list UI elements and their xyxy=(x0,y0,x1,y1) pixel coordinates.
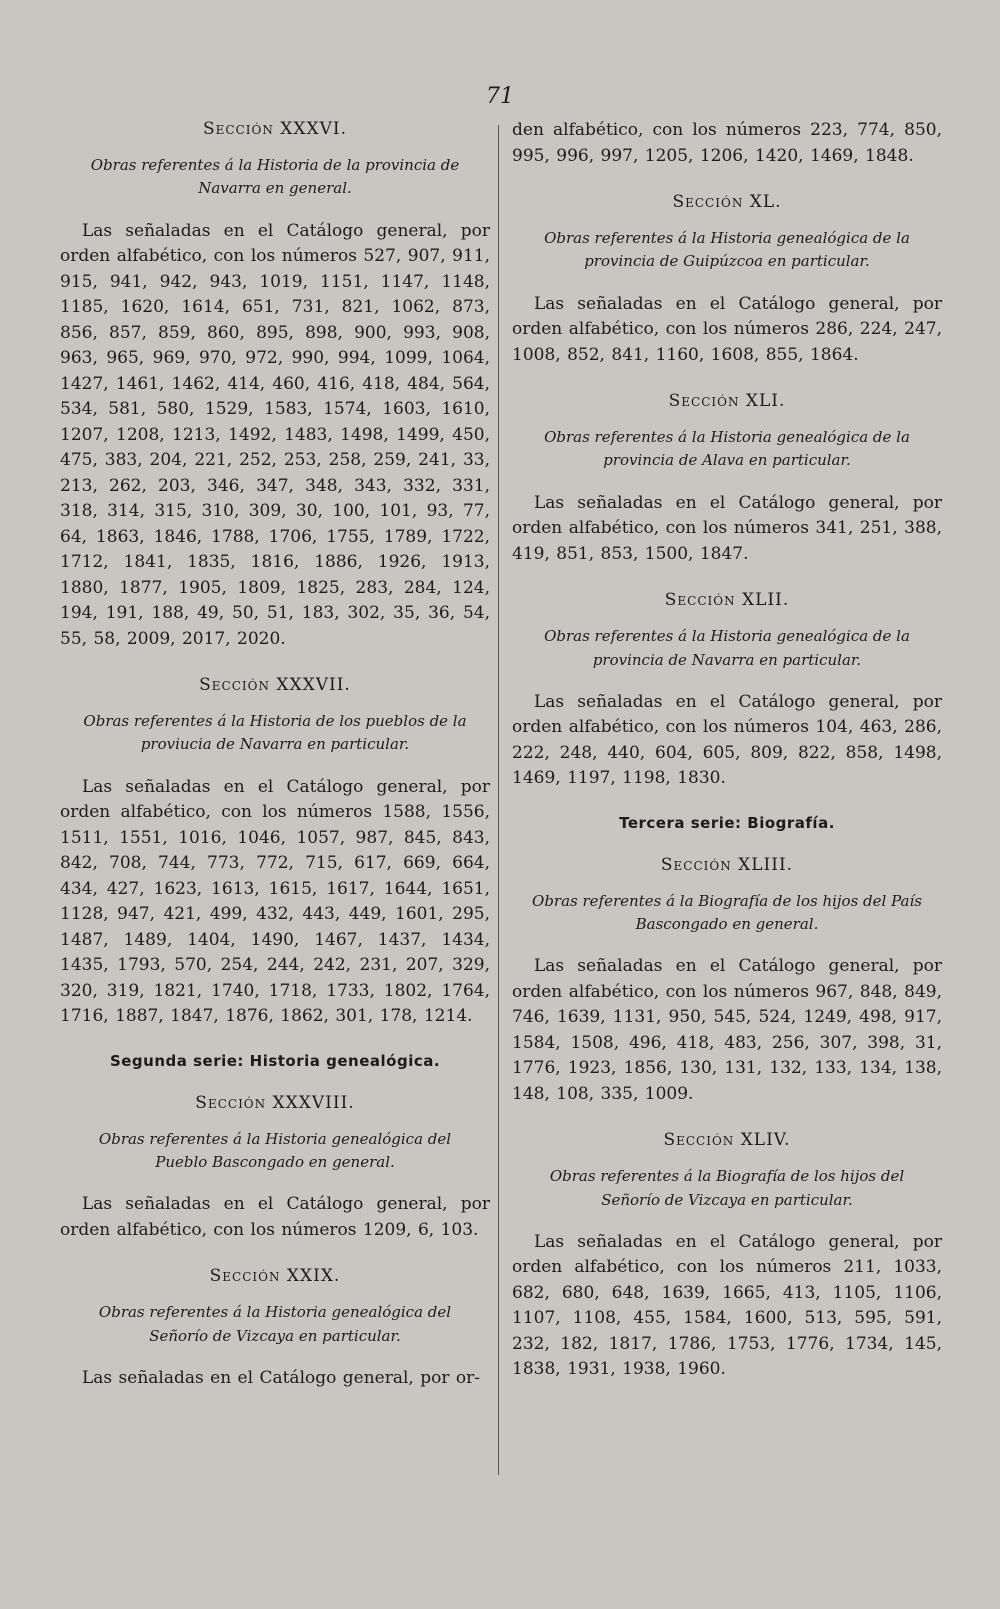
section-heading: Sección XLI. xyxy=(668,391,786,412)
column-divider xyxy=(498,125,499,1475)
section-subtitle: Obras referentes á la Historia genealógica de la provincia de Navarra en particular. xyxy=(544,627,910,669)
section-subtitle: Obras referentes á la Historia genealógica del Pueblo Bascongado en general. xyxy=(98,1129,452,1172)
left-column xyxy=(60,118,490,1413)
section-body: den alfabético, con los números 223, 774, 850, 995, 996, 997, 1205, 1206, 1420, 1469, 1848. xyxy=(512,120,942,166)
section-heading: Sección XLIII. xyxy=(660,854,794,875)
section-heading: Sección XLIV. xyxy=(663,1130,791,1151)
section-heading: Sección XXXVIII. xyxy=(195,1092,355,1113)
section-body: Las señaladas en el Catálogo general, por orden alfabético, con los números 286, 224, 247, 1008, 852, 841, 1160, 1608, 855, 1864. xyxy=(512,293,942,365)
section-body: Las señaladas en el Catálogo general, por orden alfabético, con los números 211, 1033, 682, 680, 648, 1639, 1665, 413, 1105, 1106, 1107, 1108, 455, 1584, 1600, 513, 595, 591, 232, 182, 1817, 1786, 1753, 1776, 1734, 145, 1838, 1931, 1938, 1960. xyxy=(512,1231,942,1380)
series-heading: Segunda serie: Historia genealógica. xyxy=(109,1051,441,1070)
section-subtitle: Obras referentes á la Historia de la provincia de Navarra en general. xyxy=(90,156,460,198)
section-body: Las señaladas en el Catálogo general, por orden alfabético, con los números 527, 907, 911, 915, 941, 942, 943, 1019, 1151, 1147, 1148, 1185, 1620, 1614, 651, 731, 821, 1062, 873, 856, 857, 859, 860, 895, 898, 900, 993, 908, 963, 965, 969, 970, 972, 990, 994, 1099, 1064, 1427, 1461, 1462, 414, 460, 416, 418, 484, 564, 534, 581, 580, 1529, 1583, 1574, 1603, 1610, 1207, 1208, 1213, 1492, 1483, 1498, 1499, 450, 475, 383, 204, 221, 252, 253, 258, 259, 241, 33, 213, 262, 203, 346, 347, 348, 343, 332, 331, 318, 314, 315, 310, 309, 30, 100, 101, 93, 77, 64, 1863, 1846, 1788, 1706, 1755, 1789, 1722, 1712, 1841, 1835, 1816, 1886, 1926, 1913, 1880, 1877, 1905, 1809, 1825, 283, 284, 124, 194, 191, 188, 49, 50, 51, 183, 302, 35, 36, 54, 55, 58, 2009, 2017, 2020. xyxy=(60,220,490,649)
section-heading: Sección XXXVI. xyxy=(203,119,347,139)
series-heading: Tercera serie: Biografía. xyxy=(619,813,835,832)
section-heading: Sección XXXVII. xyxy=(199,675,351,696)
page-number: 71 xyxy=(486,84,514,109)
section-heading: Sección XL. xyxy=(672,192,782,212)
section-body: Las señaladas en el Catálogo general, por orden alfabético, con los números 1588, 1556, 1511, 1551, 1016, 1046, 1057, 987, 845, 843, 842, 708, 744, 773, 772, 715, 617, 669, 664, 434, 427, 1623, 1613, 1615, 1617, 1644, 1651, 1128, 947, 421, 499, 432, 443, 449, 1601, 295, 1487, 1489, 1404, 1490, 1467, 1437, 1434, 1435, 1793, 570, 254, 244, 242, 231, 207, 329, 320, 319, 1821, 1740, 1718, 1733, 1802, 1764, 1716, 1887, 1847, 1876, 1862, 301, 178, 1214. xyxy=(60,776,490,1027)
section-body: Las señaladas en el Catálogo general, por orden alfabético, con los números 1209, 6, 103. xyxy=(60,1194,490,1240)
section-subtitle: Obras referentes á la Historia genealógica del Señorío de Vizcaya en particular. xyxy=(98,1303,452,1345)
section-subtitle: Obras referentes á la Biografía de los hijos del País Bascongado en general. xyxy=(532,891,922,934)
section-subtitle: Obras referentes á la Historia genealógica de la provincia de Guipúzcoa en particular. xyxy=(544,229,910,271)
section-heading: Sección XLII. xyxy=(664,590,790,611)
section-subtitle: Obras referentes á la Historia de los pueblos de la proviucia de Navarra en particular. xyxy=(83,712,467,754)
section-body: Las señaladas en el Catálogo general, por orden alfabético, con los números 341, 251, 388, 419, 851, 853, 1500, 1847. xyxy=(512,492,942,564)
section-body: Las señaladas en el Catálogo general, por orden alfabético, con los números 967, 848, 849, 746, 1639, 1131, 950, 545, 524, 1249, 498, 917, 1584, 1508, 496, 418, 483, 256, 307, 398, 31, 1776, 1923, 1856, 130, 131, 132, 133, 134, 138, 148, 108, 335, 1009. xyxy=(512,956,942,1104)
section-subtitle: Obras referentes á la Biografía de los hijos del Señorío de Vizcaya en particular. xyxy=(549,1167,905,1209)
section-body: Las señaladas en el Catálogo general, por orden alfabético, con los números 104, 463, 286, 222, 248, 440, 604, 605, 809, 822, 858, 1498, 1469, 1197, 1198, 1830. xyxy=(512,691,942,789)
section-body: Las señaladas en el Catálogo general, por or- xyxy=(82,1367,480,1388)
section-subtitle: Obras referentes á la Historia genealógica de la provincia de Alava en particular. xyxy=(544,428,910,470)
section-heading: Sección XXIX. xyxy=(209,1266,341,1287)
right-column xyxy=(512,118,942,1405)
